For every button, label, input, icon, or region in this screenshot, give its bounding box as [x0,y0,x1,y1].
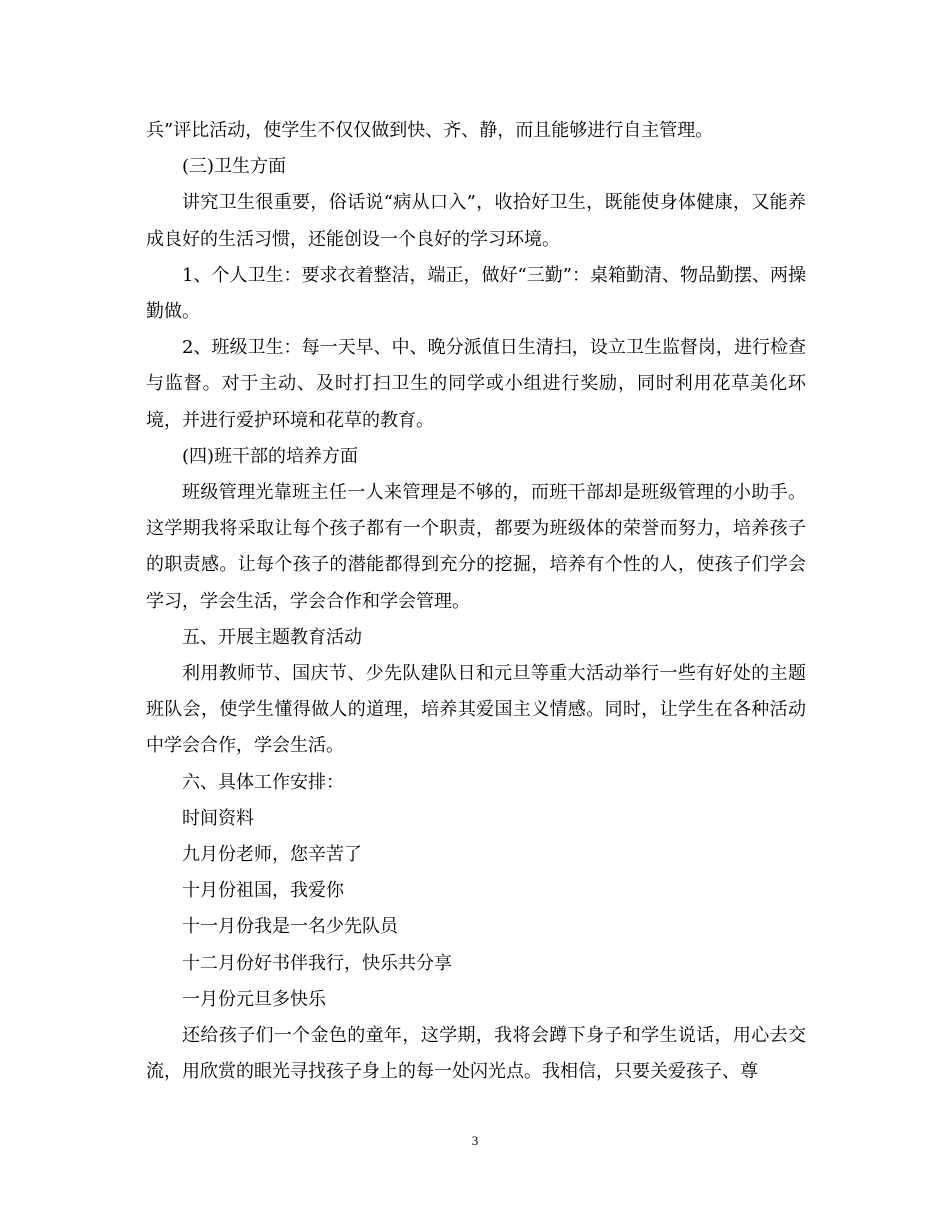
schedule-item-january: 一月份元旦多快乐 [182,988,326,1010]
page-number: 3 [471,1133,479,1148]
schedule-item-september: 九月份老师，您辛苦了 [182,844,362,866]
schedule-item-december: 十二月份好书伴我行，快乐共分享 [182,952,452,974]
section-heading-class-cadres: (四)班干部的培养方面 [182,445,359,467]
paragraph-class-hygiene: 2、班级卫生：每一天早、中、晚分派值日生清扫，设立卫生监督岗，进行检查与监督。对于主动、及时打扫卫生的同学或小组进行奖励，同时利用花草美化环境，并进行爱护环境和花草的教育。 [146,337,806,431]
schedule-item-october: 十月份祖国，我爱你 [182,880,344,902]
paragraph-closing: 还给孩子们一个金色的童年，这学期，我将会蹲下身子和学生说话，用心去交流，用欣赏的眼光寻找孩子身上的每一处闪光点。我相信，只要关爱孩子、尊 [146,1025,806,1083]
paragraph-class-cadres: 班级管理光靠班主任一人来管理是不够的，而班干部却是班级管理的小助手。这学期我将采取让每个孩子都有一个职责，都要为班级体的荣誉而努力，培养孩子的职责感。让每个孩子的潜能都得到充分的挖掘，培养有个性的人，使孩子们学会学习，学会生活，学会合作和学会管理。 [146,482,806,612]
schedule-item-november: 十一月份我是一名少先队员 [182,916,398,938]
paragraph-hygiene-intro: 讲究卫生很重要，俗话说“病从口入”，收拾好卫生，既能使身体健康，又能养成良好的生活习惯，还能创设一个良好的学习环境。 [146,192,806,250]
paragraph-theme-activities: 利用教师节、国庆节、少先队建队日和元旦等重大活动举行一些有好处的主题班队会，使学生懂得做人的道理，培养其爱国主义情感。同时，让学生在各种活动中学会合作，学会生活。 [146,663,806,757]
section-heading-theme-activities: 五、开展主题教育活动 [182,626,362,648]
paragraph-personal-hygiene: 1、个人卫生：要求衣着整洁，端正，做好“三勤”：桌箱勤清、物品勤摆、两操勤做。 [146,264,806,323]
section-heading-hygiene: (三)卫生方面 [182,156,287,178]
document-body [146,113,806,1090]
section-heading-schedule: 六、具体工作安排： [182,771,344,793]
schedule-header: 时间资料 [182,807,254,829]
paragraph-1: 兵”评比活动，使学生不仅仅做到快、齐、静，而且能够进行自主管理。 [146,120,714,141]
